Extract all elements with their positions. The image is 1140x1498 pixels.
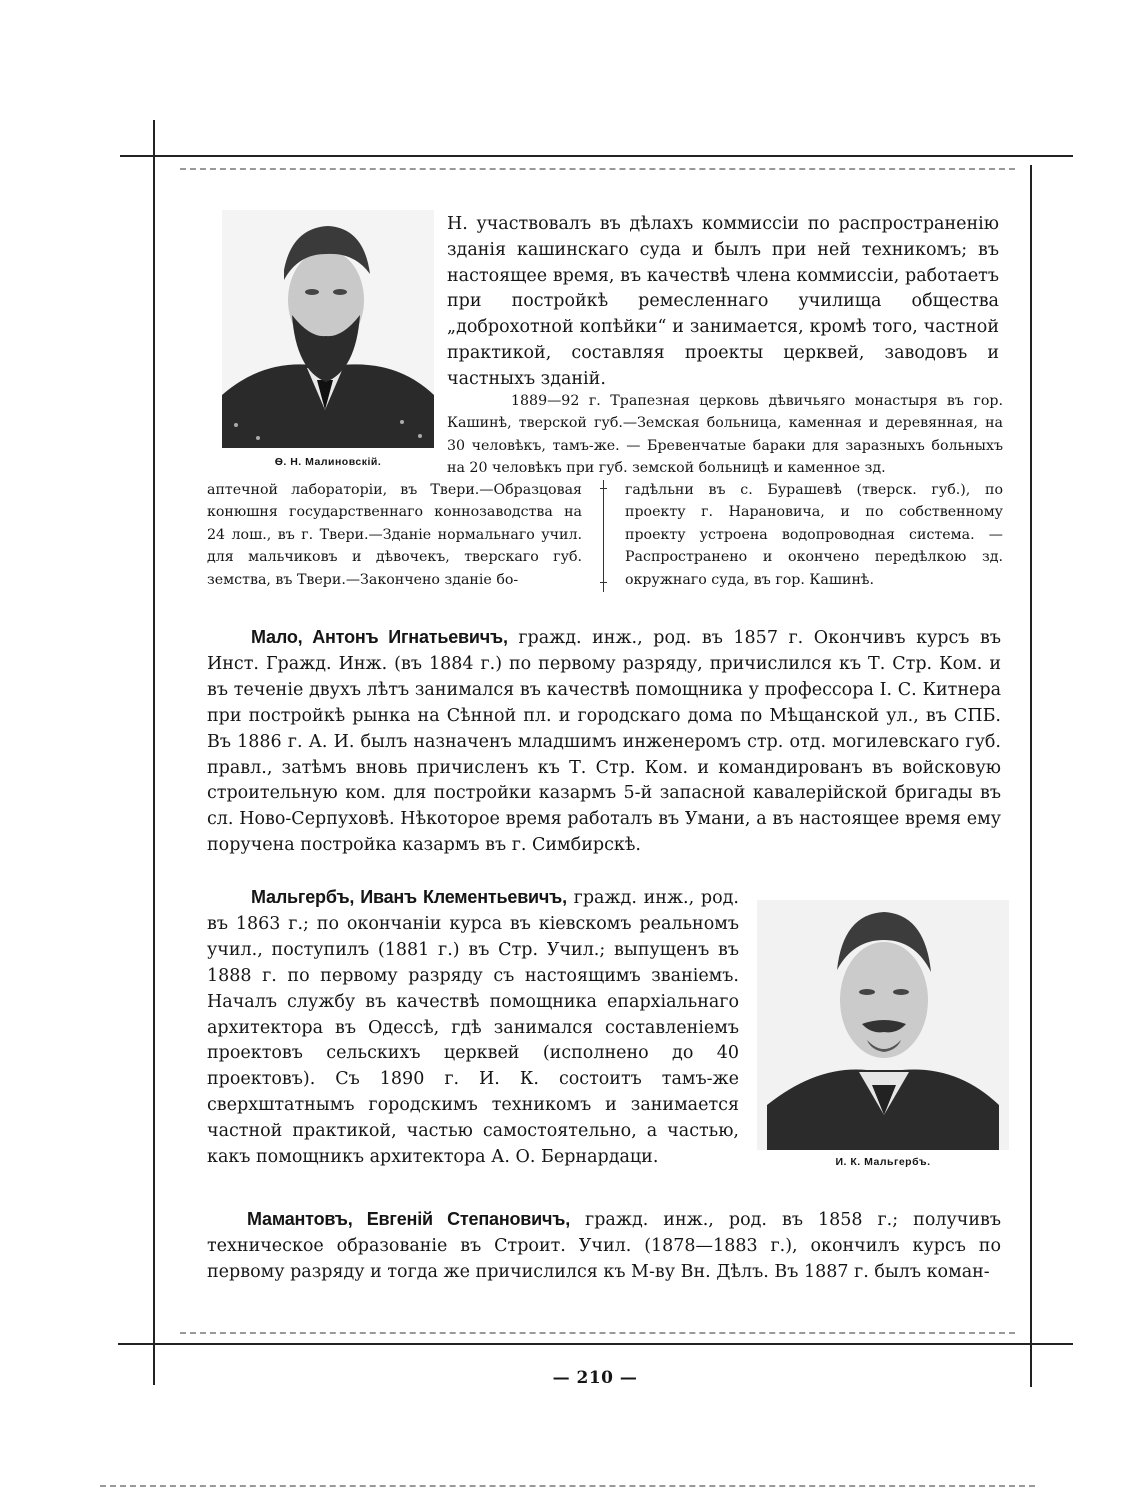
right-crop-mark bbox=[1030, 165, 1032, 1387]
entry-mamantov bbox=[207, 1207, 1001, 1286]
entry-malgerb bbox=[207, 885, 739, 1171]
left-crop-mark bbox=[153, 120, 155, 1385]
portrait-malinovsky bbox=[222, 210, 434, 448]
entry-malgerb-name: Мальгербъ, Иванъ Клементьевичъ, bbox=[251, 887, 567, 907]
works-list-column-left: аптечной лабораторіи, въ Твери.—Образцовая конюшня государственнаго коннозаводства на 24 лош., въ г. Твери.—Зданіе нормальнаго учил. для мальчиковъ и дѣвочекъ, тверскаго губ. земства, въ Твери.—Закончено зданіе бо- bbox=[207, 482, 582, 588]
portrait-malgerb bbox=[757, 900, 1009, 1150]
column-divider-mark bbox=[600, 488, 607, 489]
footer-rule bbox=[100, 1485, 1035, 1487]
column-divider bbox=[603, 480, 604, 592]
entry-malo-name: Мало, Антонъ Игнатьевичъ, bbox=[251, 627, 508, 647]
entry-malgerb-text: гражд. инж., род. въ 1863 г.; по окончаніи курса въ кіевскомъ реальномъ учил., поступилъ (1881 г.) въ Стр. Учил.; выпущенъ въ 1888 г. по первому разряду съ настоящимъ званіемъ. Началъ службу въ качествѣ помощника епархіальнаго архитектора въ Одессѣ, гдѣ занимался составленіемъ проектовъ сельскихъ церквей (исполнено до 40 проектовъ). Съ 1890 г. И. К. состоитъ тамъ-же сверхштатнымъ городскимъ техникомъ и занимается частной практикой, частью самостоятельно, а частью, какъ помощникъ архитектора А. О. Бернардаци. bbox=[207, 888, 739, 1168]
page-number: — 210 — bbox=[552, 1368, 638, 1388]
top-rule bbox=[120, 155, 1073, 157]
entry-malo bbox=[207, 625, 1001, 859]
entry-mamantov-name: Мамантовъ, Евгеній Степановичъ, bbox=[247, 1209, 571, 1229]
works-list-column-right: гадѣльни въ с. Бурашевѣ (тверск. губ.), по проекту г. Нарановича, и по собственному проекту устроена водопроводная система. — Распространено и окончено передѣлкою зд. окружнаго суда, въ гор. Кашинѣ. bbox=[625, 482, 1003, 588]
works-list: 1889—92 г. Трапезная церковь дѣвичьяго монастыря въ гор. Кашинѣ, тверской губ.—Земская больница, каменная и деревянная, на 30 человѣкъ, тамъ-же. — Бревенчатые бараки для заразныхъ больныхъ на 20 человѣкъ при губ. земской больницѣ и каменное зд. bbox=[447, 393, 1003, 477]
portrait-malinovsky-caption: Ѳ. Н. Малиновскій. bbox=[274, 456, 382, 468]
entry-malo-text: гражд. инж., род. въ 1857 г. Окончивъ курсъ въ Инст. Гражд. Инж. (въ 1884 г.) по первому разряду, причислился къ Т. Стр. Ком. и въ теченіе двухъ лѣтъ занимался въ качествѣ помощника у профессора І. С. Китнера при постройкѣ рынка на Сѣнной пл. и городскаго дома по Мѣщанской ул., въ СПБ. Въ 1886 г. А. И. былъ назначенъ младшимъ инженеромъ стр. отд. могилевскаго губ. правл., затѣмъ вновь причисленъ къ Т. Стр. Ком. и командированъ въ войсковую строительную ком. для постройки казармъ 5-й запасной кавалерійской бригады въ сл. Ново-Серпуховѣ. Нѣкоторое время работалъ въ Умани, а въ настоящее время ему поручена постройка казармъ въ г. Симбирскѣ. bbox=[207, 628, 1001, 856]
inner-bottom-rule bbox=[180, 1332, 1015, 1334]
entry-mamantov-text: гражд. инж., род. въ 1858 г.; получивъ техническое образованіе въ Строит. Учил. (1878—1883 г.), окончилъ курсъ по первому разряду и тогда же причислился къ М-ву Вн. Дѣлъ. Въ 1887 г. былъ коман- bbox=[207, 1210, 1001, 1282]
portrait-malgerb-caption: И. К. Мальгербъ. bbox=[835, 1156, 931, 1168]
intro-paragraph: Н. участвовалъ въ дѣлахъ коммиссіи по распространенію зданія кашинскаго суда и былъ при ней техникомъ; въ настоящее время, въ качествѣ члена коммиссіи, работаетъ при постройкѣ ремесленнаго училища общества „доброхотной копѣйки“ и занимается, кромѣ того, частной практикой, составляя проекты церквей, заводовъ и частныхъ зданій. bbox=[447, 214, 999, 389]
bottom-rule bbox=[118, 1343, 1073, 1345]
column-divider-mark bbox=[600, 582, 607, 583]
inner-top-rule bbox=[180, 168, 1015, 170]
